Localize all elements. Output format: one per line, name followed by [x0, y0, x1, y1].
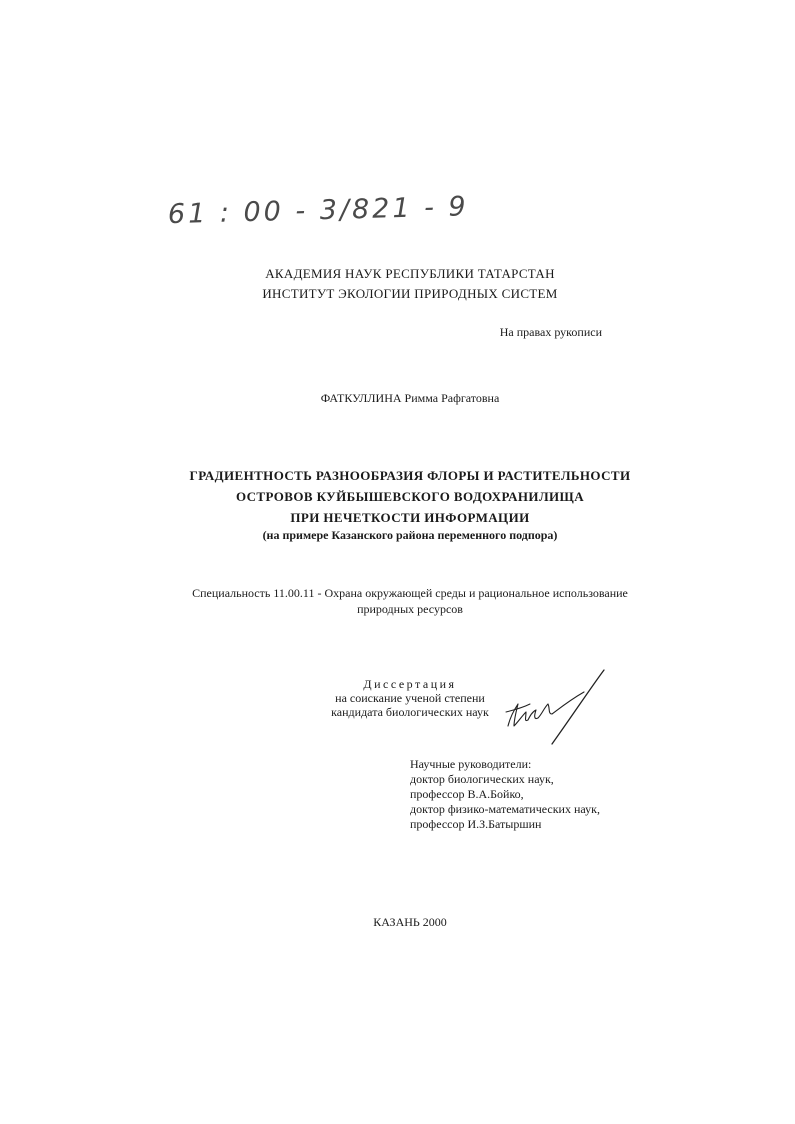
handwritten-signature: [500, 668, 620, 750]
supervisors-block: [410, 757, 640, 832]
author-name: ФАТКУЛЛИНА Римма Рафгатовна: [320, 391, 500, 405]
archive-number: 61 : 00 - 3/821 - 9: [167, 191, 470, 231]
title-subtitle: (на примере Казанского района переменного подпора): [262, 528, 558, 542]
supervisor-2-degree: доктор физико-математических наук,: [410, 802, 600, 816]
supervisors-heading: Научные руководители:: [410, 757, 532, 771]
specialty-block: [170, 585, 650, 617]
specialty-line-2: природных ресурсов: [357, 602, 463, 616]
supervisor-2-name: профессор И.З.Батыршин: [410, 817, 542, 831]
institute-name: ИНСТИТУТ ЭКОЛОГИИ ПРИРОДНЫХ СИСТЕМ: [262, 286, 558, 301]
title-line-2: ОСТРОВОВ КУЙБЫШЕВСКОГО ВОДОХРАНИЛИЩА: [235, 489, 585, 504]
rights-note: На правах рукописи: [499, 325, 602, 339]
dissertation-degree-line: на соискание ученой степени: [335, 691, 485, 705]
academy-name: АКАДЕМИЯ НАУК РЕСПУБЛИКИ ТАТАРСТАН: [265, 266, 555, 281]
supervisor-1-name: профессор В.А.Бойко,: [410, 787, 524, 801]
supervisor-1-degree: доктор биологических наук,: [410, 772, 554, 786]
dissertation-label: Диссертация: [363, 677, 457, 691]
dissertation-field-line: кандидата биологических наук: [331, 705, 489, 719]
title-line-1: ГРАДИЕНТНОСТЬ РАЗНООБРАЗИЯ ФЛОРЫ И РАСТИТЕЛЬНОСТИ: [189, 468, 631, 483]
specialty-line-1: Специальность 11.00.11 - Охрана окружающей среды и рациональное использование: [192, 586, 628, 600]
city-year: КАЗАНЬ 2000: [373, 915, 447, 929]
title-line-3: ПРИ НЕЧЕТКОСТИ ИНФОРМАЦИИ: [290, 510, 530, 525]
